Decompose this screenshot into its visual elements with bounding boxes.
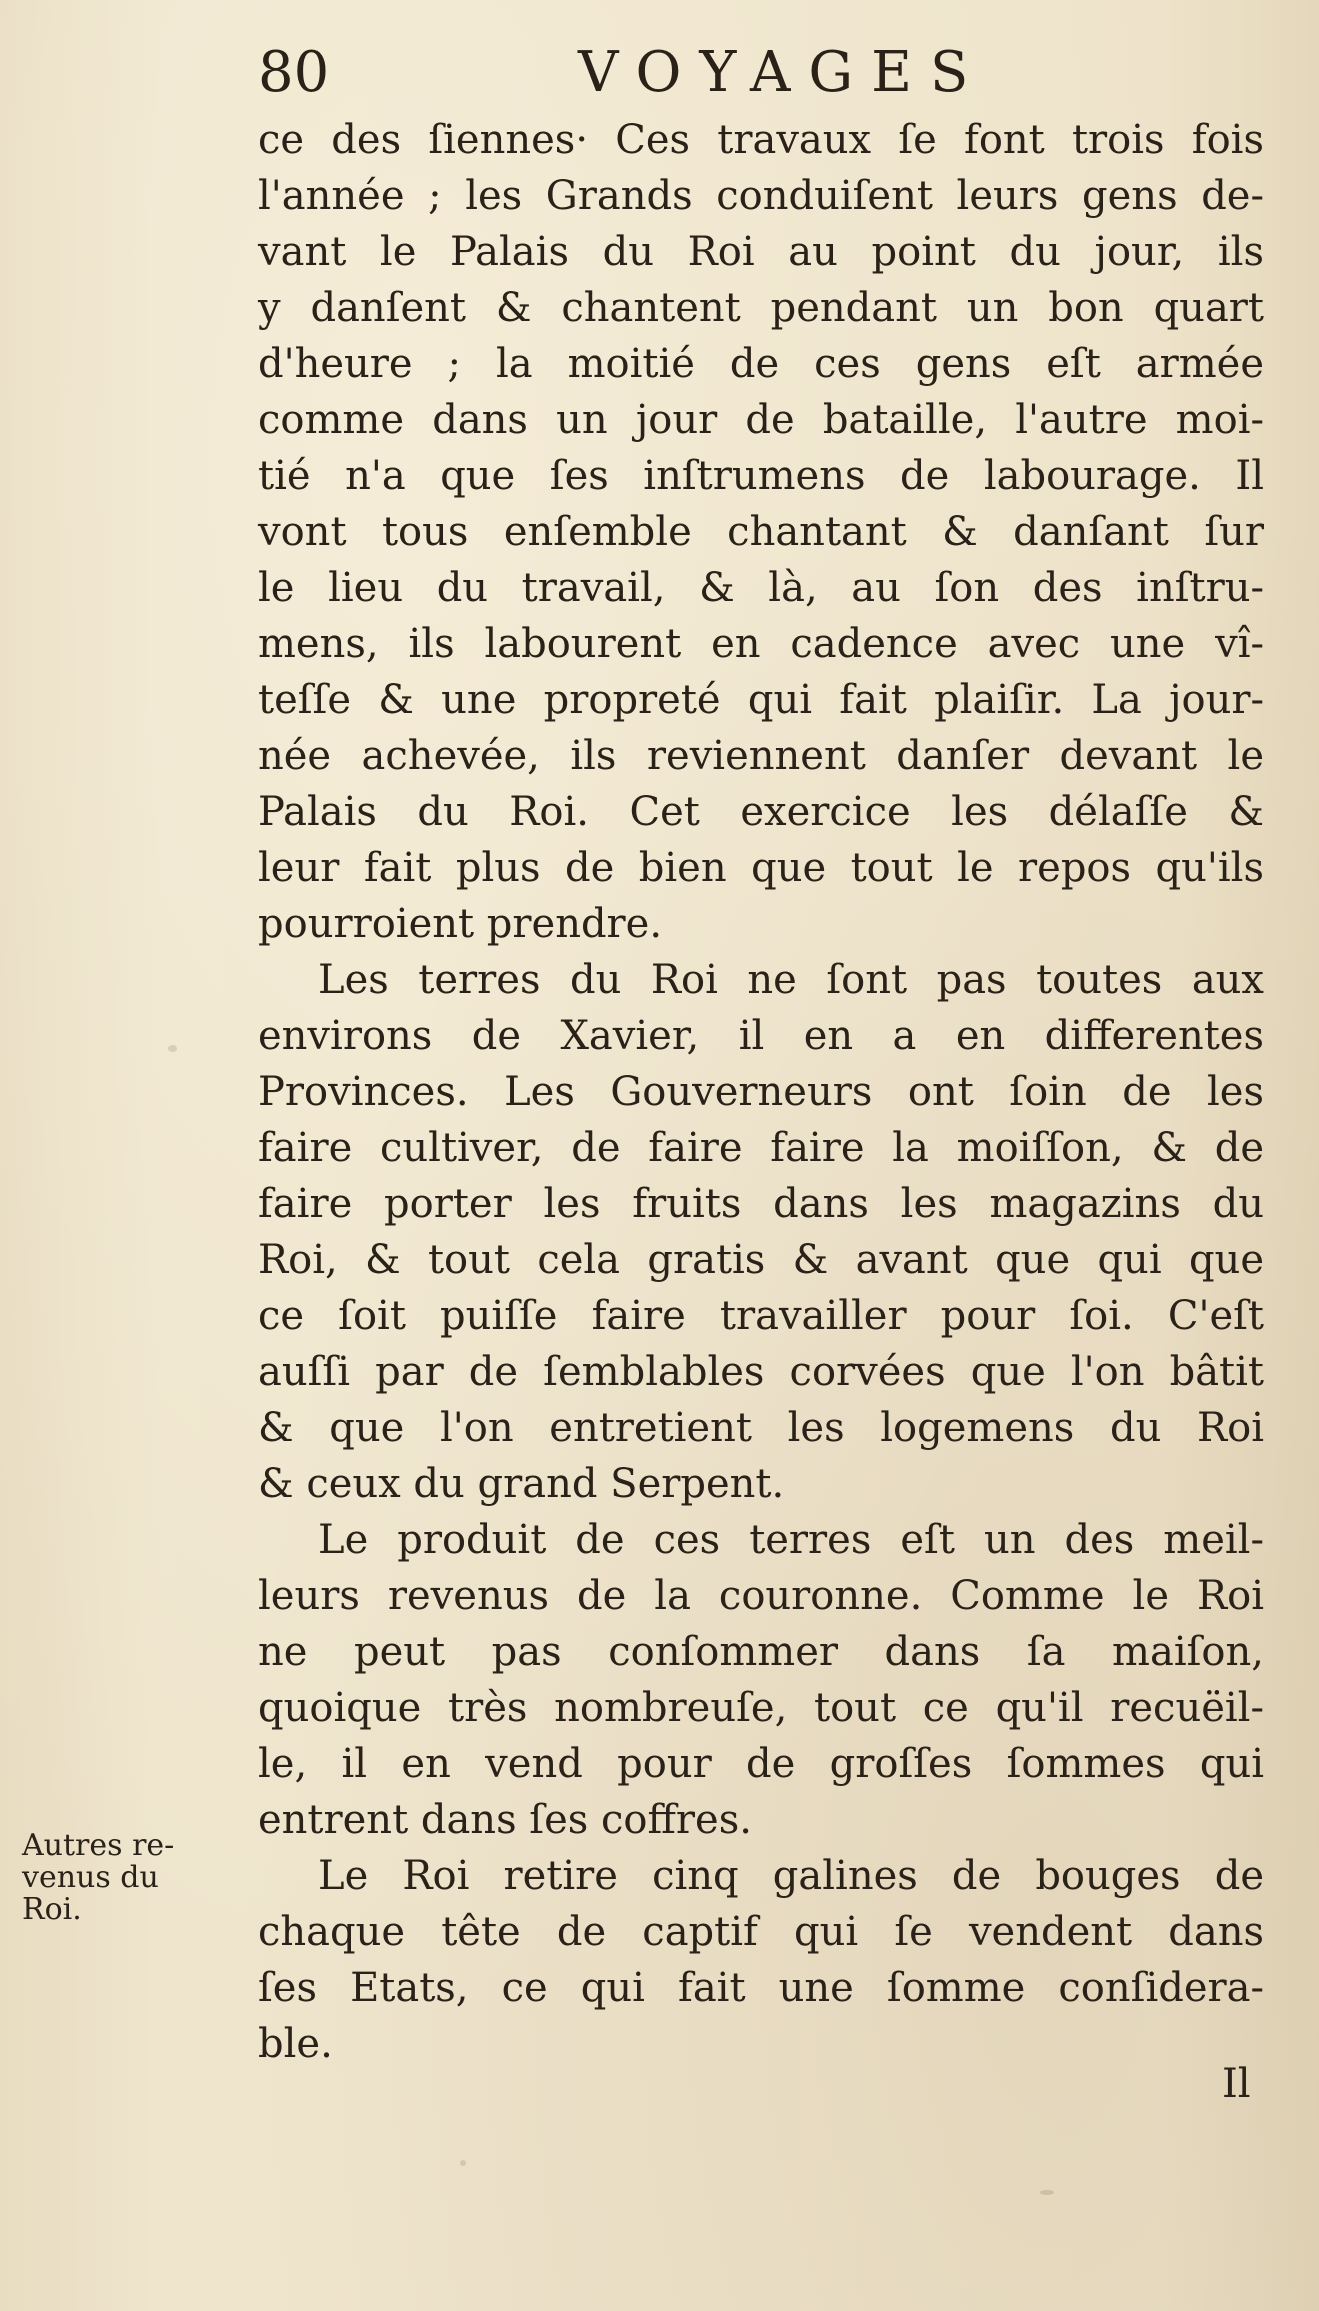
text-line: comme dans un jour de bataille, l'autre moi- (258, 397, 1264, 443)
text-line: d'heure ; la moitié de ces gens eſt armée (258, 341, 1264, 387)
text-line: le, il en vend pour de groſſes ſommes qui (258, 1741, 1264, 1787)
margin-note-line: venus du (22, 1860, 159, 1895)
text-line: Le Roi retire cinq galines de bouges de (318, 1853, 1264, 1899)
text-line: née achevée, ils reviennent danſer devant le (258, 733, 1264, 779)
paper-foxing-spot (168, 1045, 177, 1052)
text-line: entrent dans ſes coffres. (258, 1797, 752, 1843)
text-line: ce ſoit puiſſe faire travailler pour ſoi. C'eſt (258, 1293, 1264, 1339)
text-line: leurs revenus de la couronne. Comme le Roi (258, 1573, 1264, 1619)
text-line: ne peut pas conſommer dans ſa maiſon, (258, 1629, 1264, 1675)
text-line: Provinces. Les Gouverneurs ont ſoin de les (258, 1069, 1264, 1115)
text-line: leur fait plus de bien que tout le repos qu'ils (258, 845, 1264, 891)
margin-note-line: Autres re- (22, 1828, 175, 1863)
text-line: teſſe & une propreté qui fait plaiſir. La jour- (258, 677, 1264, 723)
text-line: ce des ſiennes· Ces travaux ſe font trois fois (258, 117, 1264, 163)
text-line: & ceux du grand Serpent. (258, 1461, 785, 1507)
margin-note-line: Roi. (22, 1892, 82, 1927)
text-line: le lieu du travail, & là, au ſon des inſtru- (258, 565, 1264, 611)
text-line: chaque tête de captif qui ſe vendent dans (258, 1909, 1264, 1955)
text-line: y danſent & chantent pendant un bon quart (258, 285, 1264, 331)
text-line: vont tous enſemble chantant & danſant ſur (258, 509, 1264, 555)
text-line: pourroient prendre. (258, 901, 663, 947)
page-number: 80 (258, 40, 330, 105)
margin-note (22, 1830, 252, 1926)
text-line: tié n'a que ſes inſtrumens de labourage. Il (258, 453, 1264, 499)
body-text (258, 112, 1264, 2072)
text-line: Le produit de ces terres eſt un des meil- (318, 1517, 1264, 1563)
text-line: faire cultiver, de faire faire la moiſſon, & de (258, 1125, 1264, 1171)
catchword: Il (1222, 2061, 1251, 2107)
paper-foxing-spot (460, 2160, 466, 2166)
running-title: VOYAGES (578, 40, 987, 105)
page-header (258, 38, 1018, 108)
text-line: environs de Xavier, il en a en differentes (258, 1013, 1264, 1059)
paper-foxing-spot (1040, 2190, 1054, 2195)
text-line: ſes Etats, ce qui fait une ſomme conſidera- (258, 1965, 1264, 2011)
text-line: quoique très nombreuſe, tout ce qu'il recuëil- (258, 1685, 1264, 1731)
text-line: & que l'on entretient les logemens du Roi (258, 1405, 1264, 1451)
text-line: faire porter les fruits dans les magazins du (258, 1181, 1264, 1227)
text-line: auſſi par de ſemblables corvées que l'on bâtit (258, 1349, 1264, 1395)
text-line: Les terres du Roi ne ſont pas toutes aux (318, 957, 1264, 1003)
text-line: Palais du Roi. Cet exercice les délaſſe & (258, 789, 1264, 835)
text-line: l'année ; les Grands conduiſent leurs gens de- (258, 173, 1264, 219)
text-line: vant le Palais du Roi au point du jour, ils (258, 229, 1264, 275)
text-line: Roi, & tout cela gratis & avant que qui que (258, 1237, 1264, 1283)
text-line: mens, ils labourent en cadence avec une vî- (258, 621, 1264, 667)
text-line: ble. (258, 2021, 333, 2067)
